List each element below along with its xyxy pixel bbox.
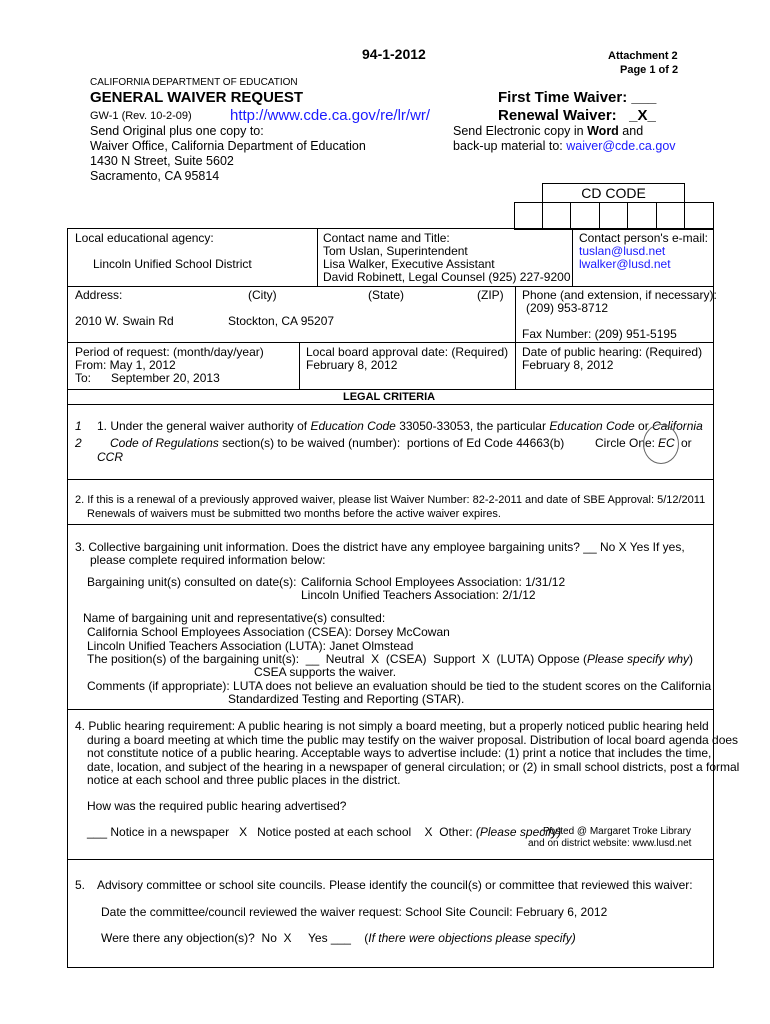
cd-code-divider — [570, 202, 571, 230]
waiver-email-link[interactable]: waiver@cde.ca.gov — [566, 139, 676, 153]
q4-line2: during a board meeting at which time the public may testify on the waiver proposal. Distribution of local board agenda does — [87, 733, 739, 747]
cd-code-divider — [656, 202, 657, 230]
row-divider — [67, 342, 714, 343]
board-approval-label: Local board approval date: (Required) — [306, 345, 509, 359]
period-label: Period of request: (month/day/year) — [75, 345, 264, 359]
agency-value: Lincoln Unified School District — [93, 257, 252, 271]
cd-code-header — [542, 183, 685, 203]
cd-code-divider — [542, 202, 543, 230]
q4-line3: not constitute notice of a public hearing. Acceptable ways to advertise include: (1) print a notice that includes the time, — [87, 746, 712, 760]
bargaining-position-note: CSEA supports the waiver. — [254, 665, 397, 679]
contact-superintendent: Tom Uslan, Superintendent — [323, 244, 468, 258]
row-divider — [67, 389, 714, 390]
comments-line2: Standardized Testing and Reporting (STAR). — [228, 692, 465, 706]
contact-counsel: David Robinett, Legal Counsel (925) 227-9200 — [323, 270, 571, 284]
state-label: (State) — [368, 288, 405, 302]
q4-line4: date, location, and subject of the hearing in a newspaper of general circulation; or (2) in small school districts, post a formal — [87, 760, 740, 774]
attachment-label: Attachment 2 — [608, 50, 678, 62]
circle-one-label: Circle One: — [595, 436, 656, 450]
zip-label: (ZIP) — [477, 288, 504, 302]
address-line2: 1430 N Street, Suite 5602 — [90, 154, 234, 168]
option-or: or — [681, 436, 692, 450]
row-divider — [67, 404, 714, 405]
q5-line1: Advisory committee or school site councils. Please identify the council(s) or committee that reviewed this waiver: — [97, 878, 693, 892]
page-indicator: Page 1 of 2 — [620, 64, 679, 76]
q5-objections: Were there any objection(s)? No X Yes ___ (If there were objections please specify) — [101, 931, 576, 945]
q1-line2: Code of Regulations section(s) to be waived (number): portions of Ed Code 44663(b) — [110, 436, 565, 450]
form-title: GENERAL WAIVER REQUEST — [90, 89, 304, 106]
phone-label: Phone (and extension, if necessary): — [522, 288, 717, 302]
cd-code-divider — [627, 202, 628, 230]
consulted-csea: California School Employees Association: 1/31/12 — [301, 575, 566, 589]
public-hearing-label: Date of public hearing: (Required) — [522, 345, 703, 359]
rep-luta: Lincoln Unified Teachers Association (LUTA): Janet Olmstead — [87, 639, 414, 653]
row-divider — [67, 709, 714, 710]
address-label: Address: — [75, 288, 123, 302]
waiver-url-link[interactable]: http://www.cde.ca.gov/re/lr/wr/ — [230, 107, 431, 124]
col-divider — [515, 342, 516, 389]
cd-code-label: CD CODE — [581, 185, 646, 201]
row-divider — [67, 286, 714, 287]
public-hearing-date: February 8, 2012 — [522, 358, 614, 372]
send-original: Send Original plus one copy to: — [90, 124, 264, 138]
cd-code-divider — [599, 202, 600, 230]
col-divider — [299, 342, 300, 389]
line-number: 1 — [75, 419, 82, 433]
city-label: (City) — [248, 288, 277, 302]
posted-location: Posted @ Margaret Troke Library — [543, 826, 691, 837]
email-link[interactable]: tuslan@lusd.net — [579, 244, 666, 258]
first-time-waiver: First Time Waiver: ___ — [498, 89, 657, 106]
legal-criteria-heading: LEGAL CRITERIA — [343, 391, 436, 403]
q2-line2: Renewals of waivers must be submitted two months before the active waiver expires. — [87, 508, 501, 520]
line-number: 2 — [75, 436, 82, 450]
q3-line2: please complete required information below: — [90, 553, 326, 567]
ec-selection-circle — [643, 424, 679, 464]
consulted-luta: Lincoln Unified Teachers Association: 2/1/12 — [301, 588, 536, 602]
col-divider — [515, 286, 516, 342]
comments-line1: Comments (if appropriate): LUTA does not believe an evaluation should be tied to the student scores on the California — [87, 679, 712, 693]
bargaining-position: The position(s) of the bargaining unit(s): __ Neutral X (CSEA) Support X (LUTA) Oppose (Please specify why) — [87, 652, 694, 666]
agency-label: Local educational agency: — [75, 231, 214, 245]
department-name: CALIFORNIA DEPARTMENT OF EDUCATION — [90, 77, 298, 88]
q4-line1: 4. Public hearing requirement: A public hearing is not simply a board meeting, but a properly noticed public hearing held — [75, 719, 709, 733]
email-link[interactable]: lwalker@lusd.net — [579, 257, 671, 271]
contact-label: Contact name and Title: — [323, 231, 450, 245]
address-line1: Waiver Office, California Department of Education — [90, 139, 366, 153]
send-electronic: Send Electronic copy in Word and — [453, 124, 644, 138]
q2-line1: 2. If this is a renewal of a previously approved waiver, please list Waiver Number: 82-2-2011 and date of SBE Approval: 5/12/2011 — [75, 494, 706, 506]
bargaining-name-label: Name of bargaining unit and representative(s) consulted: — [83, 611, 386, 625]
document-number: 94-1-2012 — [362, 46, 426, 62]
row-divider — [67, 859, 714, 860]
backup-material: back-up material to: waiver@cde.ca.gov — [453, 139, 676, 153]
q3-line1: 3. Collective bargaining unit information. Does the district have any employee bargaining units? __ No X Yes If yes, — [75, 540, 685, 554]
q1-line1: 1. Under the general waiver authority of Education Code 33050-33053, the particular Education Code or California — [97, 419, 703, 433]
row-divider — [67, 524, 714, 525]
contact-assistant: Lisa Walker, Executive Assistant — [323, 257, 495, 271]
rep-csea: California School Employees Association (CSEA): Dorsey McCowan — [87, 625, 450, 639]
posted-website: and on district website: www.lusd.net — [528, 838, 692, 849]
col-divider — [572, 228, 573, 286]
phone-number: (209) 953-8712 — [526, 301, 609, 315]
q4-options: ___ Notice in a newspaper X Notice posted at each school X Other: (Please specify) — [87, 825, 562, 839]
address-line3: Sacramento, CA 95814 — [90, 169, 220, 183]
consulted-label: Bargaining unit(s) consulted on date(s): — [87, 575, 297, 589]
col-divider — [317, 228, 318, 286]
cd-code-divider — [684, 202, 685, 230]
row-divider — [67, 479, 714, 480]
period-to: To: September 20, 2013 — [75, 371, 220, 385]
fax-number: Fax Number: (209) 951-5195 — [522, 327, 677, 341]
form-id: GW-1 (Rev. 10-2-09) — [90, 110, 192, 122]
city-state-zip: Stockton, CA 95207 — [228, 314, 335, 328]
q5-date-line: Date the committee/council reviewed the waiver request: School Site Council: February 6, 2012 — [101, 905, 608, 919]
option-ec: EC — [658, 436, 675, 450]
street-address: 2010 W. Swain Rd — [75, 314, 174, 328]
q5-number: 5. — [75, 878, 86, 892]
renewal-waiver: Renewal Waiver: _X_ — [498, 107, 656, 124]
board-approval-date: February 8, 2012 — [306, 358, 398, 372]
option-ccr: CCR — [97, 450, 123, 464]
period-from: From: May 1, 2012 — [75, 358, 176, 372]
q4-line5: notice at each school and three public places in the district. — [87, 773, 401, 787]
q4-question: How was the required public hearing advertised? — [87, 799, 347, 813]
email-label: Contact person's e-mail: — [579, 231, 709, 245]
